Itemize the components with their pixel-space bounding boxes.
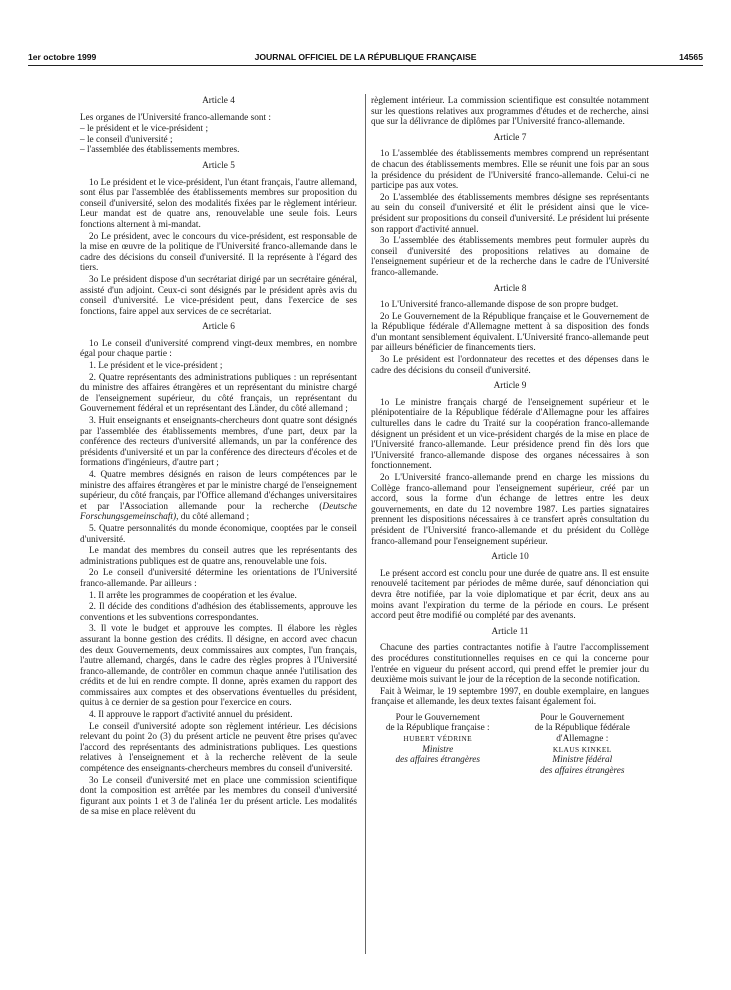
header-rule [28, 65, 703, 66]
signature-line: Pour le Gouvernement [395, 712, 480, 723]
signatory-name: KLAUS KINKEL [552, 744, 612, 754]
signatory-role: des affaires étrangères [540, 765, 625, 776]
signatory-name: HUBERT VÉDRINE [403, 734, 473, 744]
paragraph: 3o Le conseil d'université met en place une commission scientifique dont la composition est arrêtée par les membres du conseil d'université figurant aux points 1 et 3 de l'alinéa 1er du présent article. Les modalités de sa mise en place relèvent du [80, 775, 357, 818]
paragraph: 3. Huit enseignants et enseignants-chercheurs dont quatre sont désignés par l'assemblée des établissements membres, d'une part, deux par la conférence des recteurs d'université allemands, un par la conférence des présidents d'université et un par la conférence des directeurs d'écoles et de formations d'ingénieurs, d'autre part ; [80, 416, 357, 469]
signatory-role: Ministre [422, 744, 454, 755]
signature-france [371, 713, 504, 777]
header-journal-title: JOURNAL OFFICIEL DE LA RÉPUBLIQUE FRANÇAISE [254, 52, 477, 62]
paragraph: 5. Quatre personnalités du monde économique, cooptées par le conseil d'université. [80, 523, 357, 545]
article-4-list [80, 124, 357, 156]
article-8-title: Article 8 [493, 283, 527, 294]
article-5-title: Article 5 [202, 160, 235, 171]
paragraph: 1o L'Université franco-allemande dispose de son propre budget. [380, 300, 619, 311]
paragraph: 2. Quatre représentants des administrations publiques : un représentant du ministre des affaires étrangères et un représentant du ministre chargé de l'enseignement supérieur, du côté français, un représentant du Gouvernement fédéral et un représentant des Länder, du côté allemand ; [80, 372, 357, 415]
paragraph: Le présent accord est conclu pour une durée de quatre ans. Il est ensuite renouvelé tacitement par périodes de même durée, sauf dénonciation qui devra être notifiée, par la voie diplomatique et par écrit, deux ans au moins avant l'expiration du terme de la période en cours. Le présent accord peut être modifié ou complété par des avenants. [371, 568, 649, 622]
signature-line: Pour le Gouvernement [540, 712, 625, 723]
list-item: – l'assemblée des établissements membres. [80, 145, 240, 156]
header-page-number: 14565 [679, 52, 703, 62]
paragraph: Le conseil d'université adopte son règlement intérieur. Les décisions relevant du point 2o (3) du présent article ne peuvent être prises qu'avec l'accord des représentants des administrations publiques. Les questions relatives à l'enseignement et à la recherche relèvent de la seule compétence des enseignants-chercheurs membres du conseil d'université. [80, 721, 357, 775]
signature-germany [516, 713, 649, 777]
paragraph: 1. Il arrête les programmes de coopération et les évalue. [89, 590, 297, 601]
paragraph: Chacune des parties contractantes notifie à l'autre l'accomplissement des procédures constitutionnelles requises en ce qui la concerne pour l'entrée en vigueur du présent accord, qui prend effet le premier jour du deuxième mois suivant le jour de la réception de la seconde notification. [371, 643, 649, 686]
signature-line: d'Allemagne : [556, 734, 609, 745]
paragraph: 3o Le président est l'ordonnateur des recettes et des dépenses dans le cadre des décisions du conseil d'université. [371, 355, 649, 376]
paragraph: 2o Le Gouvernement de la République française et le Gouvernement de la République fédérale d'Allemagne mettent à sa disposition des fonds d'un montant sensiblement équivalent. L'Université franco-allemande peut par ailleurs bénéficier de financements tiers. [371, 311, 649, 354]
paragraph [80, 470, 357, 523]
paragraph: 3o L'assemblée des établissements membres peut formuler auprès du conseil d'université des propositions relatives au domaine de l'enseignement supérieur et de la recherche dans le cadre de l'Université franco-allemande. [371, 236, 649, 278]
paragraph: 2o L'Université franco-allemande prend en charge les missions du Collège franco-allemand pour l'enseignement supérieur, créé par un accord, sous la forme d'un échange de lettres entre les deux gouvernements, en date du 12 novembre 1987. Les parties signataires prennent les dispositions nécessaires à ce transfert après consultation du président de l'Université franco-allemande et du président du Collège franco-allemand pour l'enseignement supérieur. [371, 473, 649, 547]
signatory-role: Ministre fédéral [552, 755, 613, 766]
text-span: 4. Quatre membres désignés en raison de leurs compétences par le ministre des affaires étrangères et par le ministre chargé de l'enseignement supérieur, du côté français, par l'Office allemand d'échanges universitaires et par l'Association allemande pour la recherche ( [80, 470, 357, 512]
right-column [371, 96, 649, 776]
paragraph: 3o Le président dispose d'un secrétariat dirigé par un secrétaire général, assisté d'un adjoint. Ceux-ci sont désignés par le président après avis du conseil d'université. Le vice-président peut, dans l'exercice de ses fonctions, faire appel aux services de ce secrétariat. [80, 274, 357, 317]
paragraph: Fait à Weimar, le 19 septembre 1997, en double exemplaire, en langues française et allemande, les deux textes faisant également foi. [371, 686, 649, 708]
paragraph: 1o L'assemblée des établissements membres comprend un représentant de chacun des établissements membres. Elle se réunit une fois par an sous la présidence du président de l'Université franco-allemande. Celui-ci ne participe pas aux votes. [371, 149, 649, 192]
paragraph: règlement intérieur. La commission scientifique est consultée notamment sur les questions relatives aux programmes d'études et de recherche, ainsi que sur la délivrance de diplômes par l'Université franco-allemande. [371, 96, 649, 128]
paragraph: 2o Le président, avec le concours du vice-président, est responsable de la mise en œuvre de la politique de l'Université franco-allemande dans le cadre des décisions du conseil d'université. Il la représente à l'égard des tiers. [80, 231, 357, 274]
paragraph: 4. Il approuve le rapport d'activité annuel du président. [89, 710, 293, 721]
article-4-title: Article 4 [202, 96, 235, 106]
list-item: – le conseil d'université ; [80, 134, 173, 145]
paragraph: 1o Le ministre français chargé de l'enseignement supérieur et le plénipotentiaire de la République fédérale d'Allemagne pour les affaires culturelles dans le cadre du Traité sur la coopération franco-allemande désignent un président et un vice-président chargés de la mise en place de l'Université franco-allemande. Leur présidence prend fin dès lors que l'Université franco-allemande dispose des organes nécessaires à son fonctionnement. [371, 397, 649, 472]
signature-line: de la République fédérale [534, 723, 630, 734]
article-7-title: Article 7 [493, 132, 527, 143]
list-item: – le président et le vice-président ; [80, 124, 209, 135]
paragraph: 1o Le président et le vice-président, l'un étant français, l'autre allemand, sont élus par l'assemblée des établissements membres sur proposition du conseil d'université, selon des modalités fixées par le règlement intérieur. Leur mandat est de quatre ans, renouvelable une seule fois. Leurs fonctions alternent à mi-mandat. [80, 177, 357, 230]
paragraph: 3. Il vote le budget et approuve les comptes. Il élabore les règles assurant la bonne gestion des crédits. Il désigne, en accord avec chacun des deux Gouvernements, deux commissaires aux comptes, l'un français, l'autre allemand, chargés, dans le cadre des règles propres à l'Université franco-allemande, de contrôler en commun chaque année l'utilisation des crédits et de lui en rendre compte. Il donne, après examen du rapport des commissaires aux comptes et des observations éventuelles du président, quitus à ce dernier de sa gestion pour l'exercice en cours. [80, 624, 357, 709]
article-10-title: Article 10 [491, 552, 529, 563]
article-11-title: Article 11 [491, 626, 529, 637]
paragraph: 1. Le président et le vice-président ; [89, 361, 223, 372]
page-header [28, 52, 703, 66]
header-date: 1er octobre 1999 [28, 52, 97, 62]
article-4-intro: Les organes de l'Université franco-allemande sont : [80, 112, 271, 123]
column-divider [365, 94, 366, 954]
article-6-title: Article 6 [202, 322, 235, 333]
article-9-title: Article 9 [493, 381, 527, 392]
text-span: , du côté allemand ; [176, 512, 250, 523]
paragraph: 2o L'assemblée des établissements membres désigne ses représentants au sein du conseil d'université et élit le président ainsi que le vice-président sur propositions du conseil d'université. Le président lui présente son rapport d'activité annuel. [371, 192, 649, 235]
signatory-role: des affaires étrangères [395, 755, 480, 766]
signature-line: de la République française : [385, 723, 490, 734]
signature-block [371, 713, 649, 777]
italic-term: Deutsche Forschungsgemeinschaft) [80, 501, 357, 523]
paragraph: 2. Il décide des conditions d'adhésion des établissements, approuve les conventions et les subventions correspondantes. [80, 602, 357, 623]
paragraph: 1o Le conseil d'université comprend vingt-deux membres, en nombre égal pour chaque partie : [80, 338, 357, 360]
left-column [80, 96, 357, 819]
paragraph: Le mandat des membres du conseil autres que les représentants des administrations publiques est de quatre ans, renouvelable une fois. [80, 546, 357, 567]
paragraph: 2o Le conseil d'université détermine les orientations de l'Université franco-allemande. Par ailleurs : [80, 568, 357, 589]
